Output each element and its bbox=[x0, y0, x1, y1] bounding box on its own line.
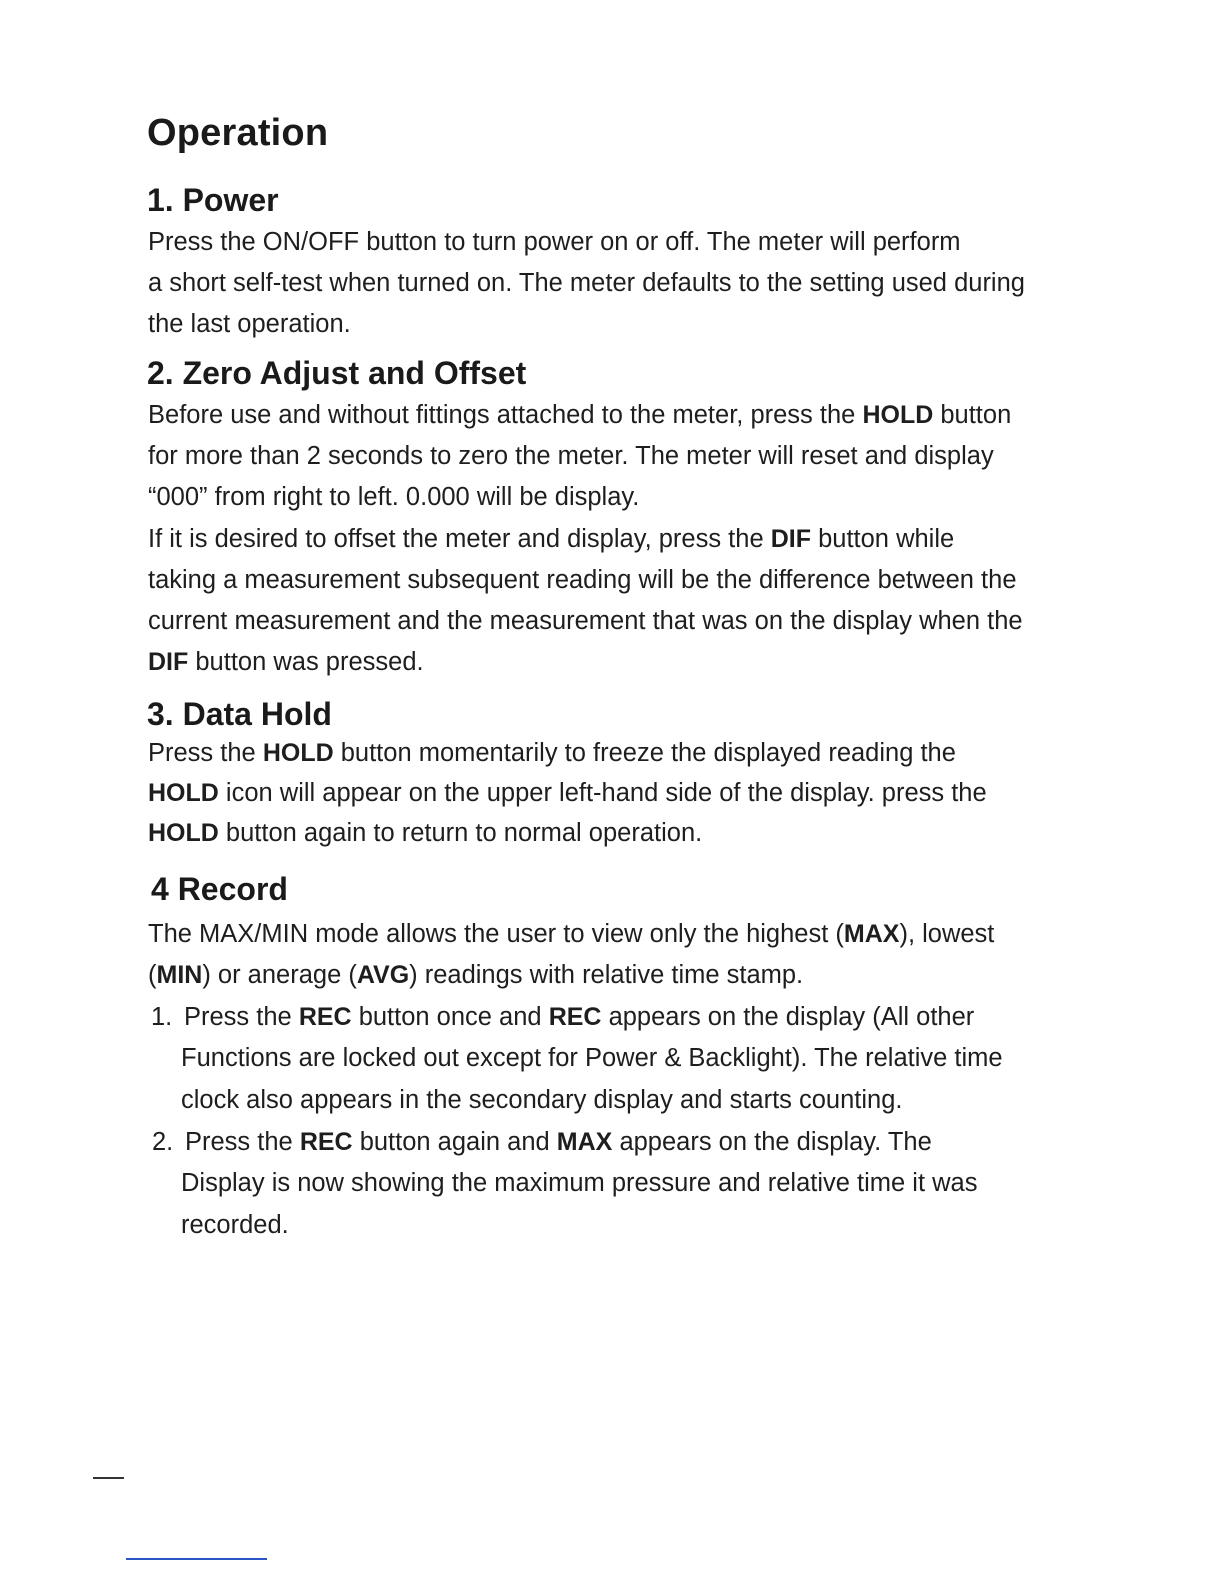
hold-keyword: HOLD bbox=[148, 779, 219, 807]
line-text: appears on the display. The bbox=[612, 1128, 932, 1156]
avg-keyword: AVG bbox=[356, 961, 410, 989]
page-title: Operation bbox=[147, 112, 329, 154]
paragraph-line bbox=[148, 645, 424, 679]
line-text: Press the bbox=[184, 1003, 299, 1031]
footer-rule-bottom bbox=[126, 1558, 267, 1560]
paragraph-line bbox=[148, 816, 702, 850]
paragraph-line: current measurement and the measurement that was on the display when the bbox=[148, 607, 1023, 635]
line-text: If it is desired to offset the meter and display, press the bbox=[148, 525, 771, 553]
line-text: ) or anerage ( bbox=[202, 961, 357, 989]
paragraph-line: recorded. bbox=[181, 1211, 289, 1239]
line-text: button momentarily to freeze the displayed reading the bbox=[333, 739, 956, 767]
paragraph-line: taking a measurement subsequent reading will be the difference between the bbox=[148, 566, 1017, 594]
line-text: ( bbox=[148, 961, 157, 989]
line-text: ) readings with relative time stamp. bbox=[409, 961, 804, 989]
list-number: 2. bbox=[152, 1128, 174, 1156]
paragraph-line: for more than 2 seconds to zero the meter. The meter will reset and display bbox=[148, 442, 994, 470]
line-text: button while bbox=[811, 525, 955, 553]
paragraph-line bbox=[148, 958, 803, 992]
line-text: button again to return to normal operation. bbox=[218, 819, 703, 847]
paragraph-line bbox=[148, 776, 987, 810]
line-text: button was pressed. bbox=[188, 648, 424, 676]
section-heading-record: 4 Record bbox=[151, 871, 288, 907]
dif-keyword: DIF bbox=[770, 525, 811, 553]
max-keyword: MAX bbox=[843, 920, 900, 948]
line-text: button once and bbox=[351, 1003, 549, 1031]
line-text: Before use and without fittings attached to the meter, press the bbox=[148, 401, 863, 429]
line-text: button again and bbox=[352, 1128, 557, 1156]
section-heading-power: 1. Power bbox=[147, 182, 279, 218]
paragraph-line: Press the ON/OFF button to turn power on or off. The meter will perform bbox=[148, 228, 961, 256]
list-item bbox=[151, 1000, 974, 1034]
section-heading-data-hold: 3. Data Hold bbox=[147, 696, 332, 732]
line-text: button bbox=[933, 401, 1012, 429]
line-text: ), lowest bbox=[899, 920, 995, 948]
paragraph-line bbox=[148, 917, 994, 951]
list-number: 1. bbox=[151, 1003, 173, 1031]
paragraph-line: a short self-test when turned on. The meter defaults to the setting used during bbox=[148, 269, 1025, 297]
min-keyword: MIN bbox=[156, 961, 203, 989]
hold-keyword: HOLD bbox=[262, 739, 334, 767]
paragraph-line: “000” from right to left. 0.000 will be display. bbox=[148, 483, 640, 511]
paragraph-line: clock also appears in the secondary display and starts counting. bbox=[181, 1086, 903, 1114]
line-text: appears on the display (All other bbox=[601, 1003, 975, 1031]
paragraph-line: Display is now showing the maximum pressure and relative time it was bbox=[181, 1169, 978, 1197]
rec-keyword: REC bbox=[548, 1003, 602, 1031]
dif-keyword: DIF bbox=[148, 648, 189, 676]
paragraph-line bbox=[148, 736, 956, 770]
line-text: Press the bbox=[185, 1128, 300, 1156]
section-heading-zero-adjust: 2. Zero Adjust and Offset bbox=[147, 355, 527, 391]
line-text: The MAX/MIN mode allows the user to view only the highest ( bbox=[148, 920, 844, 948]
hold-keyword: HOLD bbox=[862, 401, 934, 429]
line-text: Press the bbox=[148, 739, 263, 767]
paragraph-line: Functions are locked out except for Power & Backlight). The relative time bbox=[181, 1044, 1003, 1072]
rec-keyword: REC bbox=[299, 1128, 353, 1156]
list-item bbox=[152, 1125, 932, 1159]
line-text: icon will appear on the upper left-hand side of the display. press the bbox=[218, 779, 987, 807]
paragraph-line: the last operation. bbox=[148, 310, 351, 338]
footer-rule-left bbox=[93, 1477, 124, 1479]
max-keyword: MAX bbox=[556, 1128, 613, 1156]
hold-keyword: HOLD bbox=[148, 819, 219, 847]
rec-keyword: REC bbox=[298, 1003, 352, 1031]
paragraph-line bbox=[148, 398, 1011, 432]
paragraph-line bbox=[148, 522, 954, 556]
